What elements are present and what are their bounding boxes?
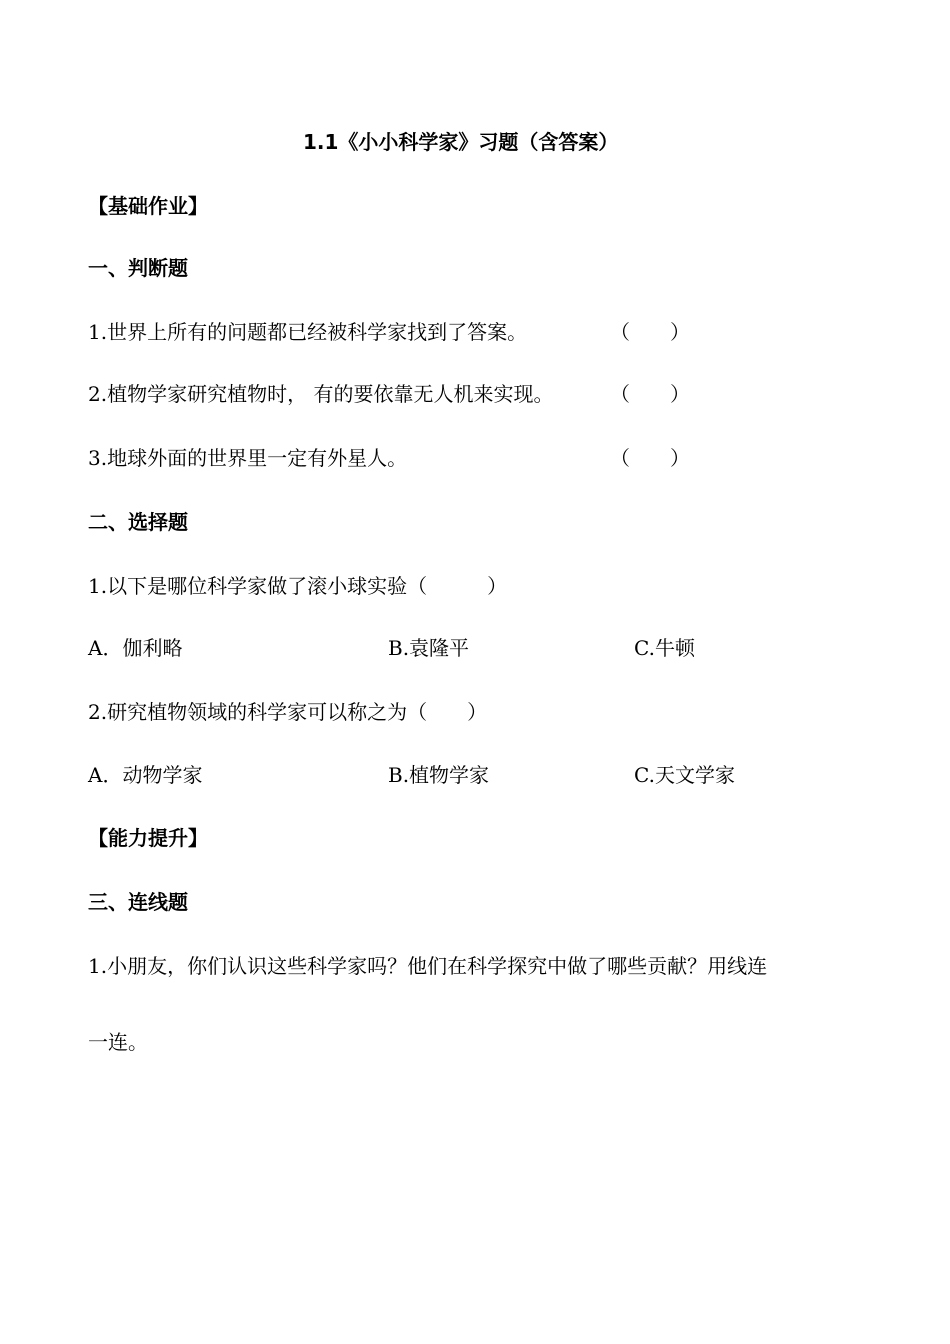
choice-question-1: 1.以下是哪位科学家做了滚小球实验（ ） <box>88 574 508 598</box>
page-title: 1.1《小小科学家》习题（含答案） <box>303 130 619 154</box>
match-question-line-1: 1.小朋友，你们认识这些科学家吗？他们在科学探究中做了哪些贡献？用线连 <box>88 954 768 978</box>
choice-1-option-c: C.牛顿 <box>634 636 695 660</box>
choice-question-2: 2.研究植物领域的科学家可以称之为（ ） <box>88 700 488 724</box>
choice-2-option-b: B.植物学家 <box>388 763 490 787</box>
judge-question-2: 2.植物学家研究植物时， 有的要依靠无人机来实现。 <box>88 382 554 406</box>
part1-heading: 一、判断题 <box>88 256 188 280</box>
choice-1-option-b: B.袁隆平 <box>388 636 470 660</box>
section-basic: 【基础作业】 <box>88 194 208 218</box>
judge-answer-bracket-1: （ ） <box>610 320 690 344</box>
judge-answer-bracket-3: （ ） <box>610 446 690 470</box>
part2-heading: 二、选择题 <box>88 510 188 534</box>
section-ability: 【能力提升】 <box>88 826 208 850</box>
part3-heading: 三、连线题 <box>88 890 188 914</box>
choice-1-option-a: A．伽利略 <box>88 636 183 660</box>
judge-answer-bracket-2: （ ） <box>610 382 690 406</box>
judge-question-3: 3.地球外面的世界里一定有外星人。 <box>88 446 408 470</box>
choice-2-option-a: A．动物学家 <box>88 763 203 787</box>
judge-question-1: 1.世界上所有的问题都已经被科学家找到了答案。 <box>88 320 528 344</box>
match-question-line-2: 一连。 <box>88 1030 148 1054</box>
choice-2-option-c: C.天文学家 <box>634 763 735 787</box>
